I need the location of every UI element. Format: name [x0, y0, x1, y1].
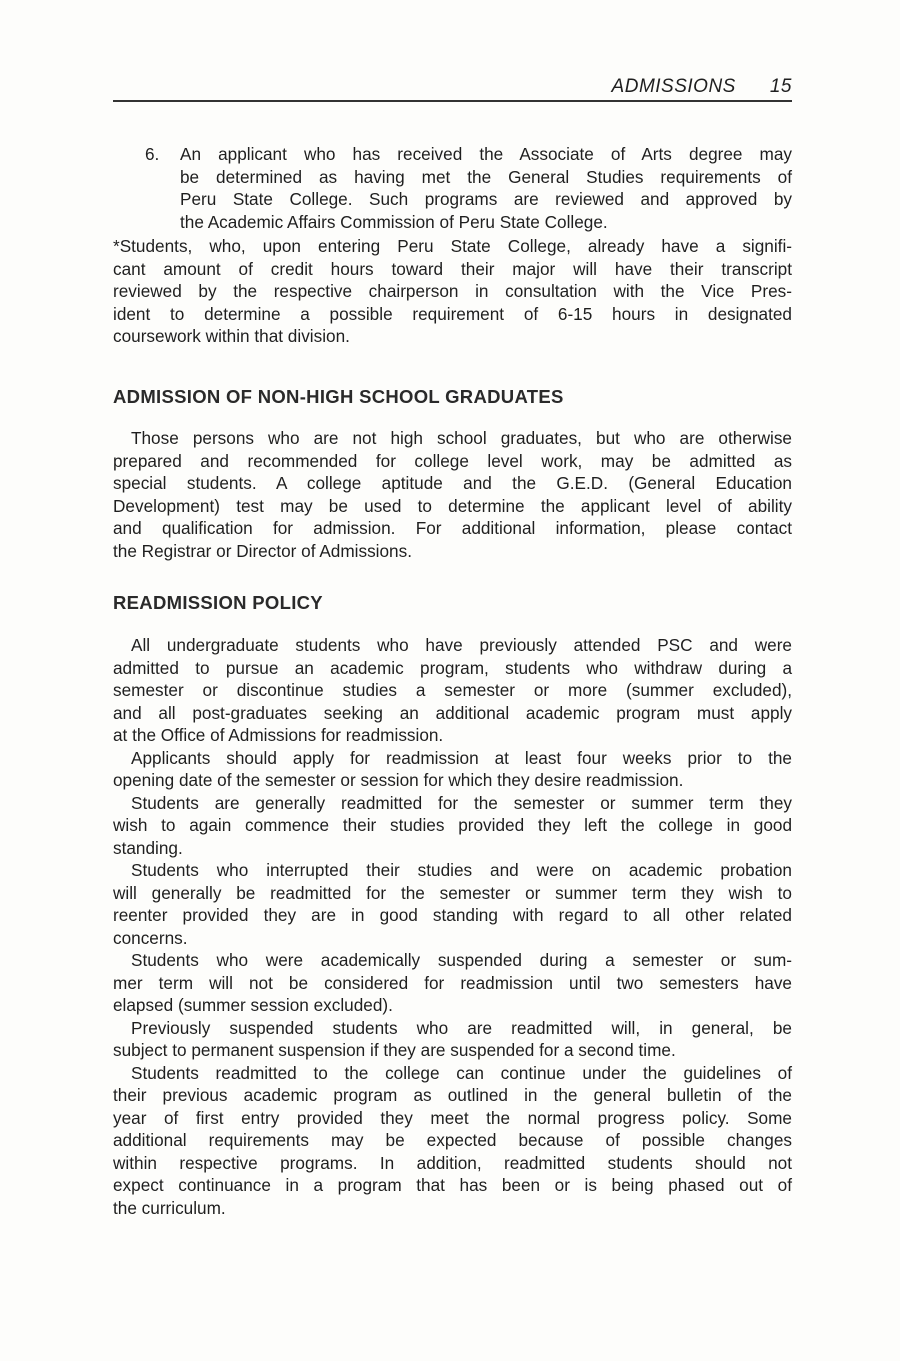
text-line: Students are generally readmitted for the semester or summer term they: [131, 792, 792, 813]
text-line: Students readmitted to the college can continue under the guidelines of: [131, 1062, 792, 1083]
section-readmission-body: [113, 634, 792, 1219]
text-line: within respective programs. In addition, readmitted students should not: [113, 1152, 792, 1173]
text-line: and all post-graduates seeking an additional academic program must apply: [113, 702, 792, 723]
text-line: cant amount of credit hours toward their major will have their transcript: [113, 258, 792, 279]
text-line: at the Office of Admissions for readmission.: [113, 725, 444, 745]
text-line: mer term will not be considered for readmission until two semesters have: [113, 972, 792, 993]
text-line: coursework within that division.: [113, 326, 350, 346]
text-line: be determined as having met the General Studies requirements of: [180, 166, 792, 187]
text-line: reviewed by the respective chairperson in consultation with the Vice Pres-: [113, 281, 792, 301]
text-line: concerns.: [113, 927, 188, 948]
text-line: Applicants should apply for readmission at least four weeks prior to the: [131, 747, 792, 768]
text-line: their previous academic program as outlined in the general bulletin of the: [113, 1085, 792, 1105]
item-number: 6.: [145, 144, 160, 164]
text-line: additional requirements may be expected because of possible changes: [113, 1130, 792, 1150]
text-line: Students who were academically suspended during a semester or sum-: [131, 950, 792, 970]
text-line: Students who interrupted their studies and were on academic probation: [131, 860, 792, 880]
text-line: the curriculum.: [113, 1197, 226, 1218]
text-line: wish to again commence their studies provided they left the college in good: [113, 815, 792, 835]
text-line: An applicant who has received the Associate of Arts degree may: [180, 144, 792, 164]
page-number: 15: [769, 76, 792, 97]
text-line: standing.: [113, 837, 183, 858]
text-line: Development) test may be used to determine the applicant level of ability: [113, 495, 792, 516]
item-6-text: [180, 143, 792, 233]
text-line: semester or discontinue studies a semester or more (summer excluded),: [113, 680, 792, 700]
text-line: the Academic Affairs Commission of Peru State College.: [180, 211, 608, 232]
text-line: admitted to pursue an academic program, students who withdraw during a: [113, 657, 792, 678]
section-heading-readmission: READMISSION POLICY: [113, 592, 323, 613]
text-line: will generally be readmitted for the semester or summer term they wish to: [113, 882, 792, 903]
text-line: elapsed (summer session excluded).: [113, 995, 393, 1015]
text-line: *Students, who, upon entering Peru State College, already have a signifi-: [113, 236, 792, 256]
text-line: reenter provided they are in good standing with regard to all other related: [113, 905, 792, 925]
section-heading-non-high-school: ADMISSION OF NON-HIGH SCHOOL GRADUATES: [113, 386, 564, 407]
section-title: ADMISSIONS: [611, 76, 736, 97]
running-header: [612, 76, 792, 98]
text-line: ident to determine a possible requirement of 6-15 hours in designated: [113, 303, 792, 324]
text-line: special students. A college aptitude and the G.E.D. (General Education: [113, 473, 792, 493]
text-line: subject to permanent suspension if they are suspended for a second time.: [113, 1040, 676, 1060]
text-line: Previously suspended students who are readmitted will, in general, be: [131, 1017, 792, 1038]
text-line: expect continuance in a program that has been or is being phased out of: [113, 1175, 792, 1195]
text-line: Peru State College. Such programs are reviewed and approved by: [180, 189, 792, 209]
text-line: year of first entry provided they meet the normal progress policy. Some: [113, 1107, 792, 1128]
text-line: All undergraduate students who have previously attended PSC and were: [131, 635, 792, 655]
text-line: opening date of the semester or session for which they desire readmission.: [113, 770, 684, 790]
text-line: Those persons who are not high school graduates, but who are otherwise: [131, 428, 792, 448]
footnote: [113, 235, 792, 348]
text-line: the Registrar or Director of Admissions.: [113, 540, 412, 561]
section-non-high-school-body: [113, 427, 792, 562]
header-rule: [113, 100, 792, 102]
text-line: prepared and recommended for college level work, may be admitted as: [113, 450, 792, 471]
text-line: and qualification for admission. For additional information, please contact: [113, 518, 792, 538]
